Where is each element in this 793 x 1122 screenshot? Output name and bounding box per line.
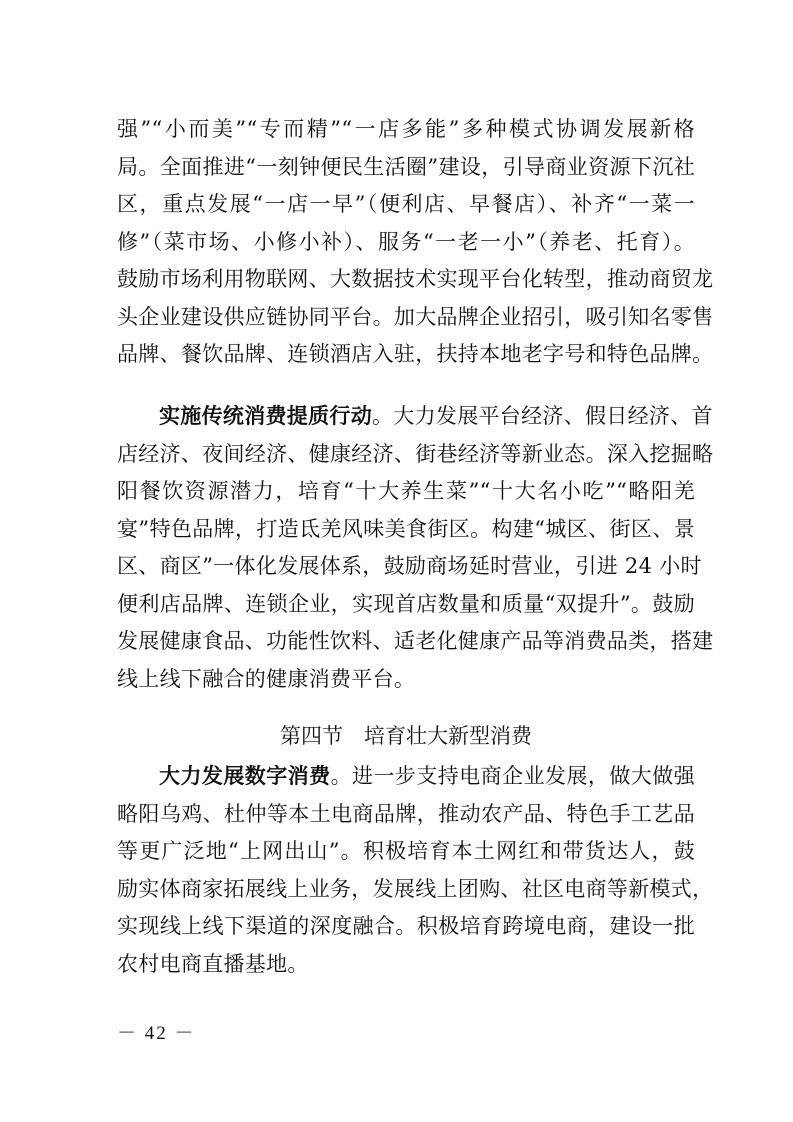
paragraph-lead-heading: 大力发展数字消费 — [159, 764, 331, 788]
text-line: 等更广泛地“上网出山”。积极培育本土网红和带货达人，鼓 — [117, 839, 695, 863]
text-line: 励实体商家拓展线上业务，发展线上团购、社区电商等新模式， — [117, 876, 714, 901]
text-line: 便利店品牌、连锁企业，实现首店数量和质量“双提升”。鼓励 — [117, 591, 695, 616]
text-line: 发展健康食品、功能性饮料、适老化健康产品等消费品类，搭建 — [117, 629, 714, 653]
paragraph-commerce-layout — [117, 111, 714, 374]
text-line: 品牌、餐饮品牌、连锁酒店入驻，扶持本地老字号和特色品牌。 — [117, 342, 714, 366]
text-line: 实现线上线下渠道的深度融合。积极培育跨境电商，建设一批 — [117, 914, 695, 938]
text-line: 店经济、夜间经济、健康经济、街巷经济等新业态。深入挖掘略 — [117, 441, 714, 466]
text-line: 头企业建设供应链协同平台。加大品牌企业招引，吸引知名零售 — [117, 304, 714, 329]
text-line: 区、商区”一体化发展体系，鼓励商场延时营业，引进 24 小时 — [117, 554, 702, 578]
text-line: 鼓励市场利用物联网、大数据技术实现平台化转型，推动商贸龙 — [117, 267, 714, 291]
page-number: － 42 － — [117, 1023, 196, 1044]
paragraph-digital-consumption — [117, 758, 714, 983]
text-line: 线上线下融合的健康消费平台。 — [117, 666, 416, 691]
paragraph-lead-rest: 。进一步支持电商企业发展，做大做强 — [330, 764, 695, 788]
text-line: 农村电商直播基地。 — [117, 951, 309, 976]
text-line: 局。全面推进“一刻钟便民生活圈”建设，引导商业资源下沉社 — [117, 154, 695, 179]
text-line — [117, 398, 713, 436]
paragraph-traditional-consumption — [117, 398, 714, 698]
text-line — [117, 758, 695, 796]
paragraph-lead-rest: 。大力发展平台经济、假日经济、首 — [372, 404, 713, 428]
text-line: 略阳乌鸡、杜仲等本土电商品牌，推动农产品、特色手工艺品 — [117, 801, 695, 826]
section-heading: 第四节 培育壮大新型消费 — [280, 724, 532, 748]
text-line: 宴”特色品牌，打造氐羌风味美食街区。构建“城区、街区、景 — [117, 516, 695, 541]
text-line: 强”“小而美”“专而精”“一店多能”多种模式协调发展新格 — [117, 117, 695, 141]
paragraph-lead-heading: 实施传统消费提质行动 — [159, 404, 372, 428]
text-line: 修”（菜市场、小修小补）、服务“一老一小”（养老、托育）。 — [117, 229, 695, 254]
text-line: 阳餐饮资源潜力，培育“十大养生菜”“十大名小吃”“略阳羌 — [117, 479, 695, 503]
text-line: 区，重点发展“一店一早”（便利店、早餐店）、补齐“一菜一 — [117, 192, 695, 216]
